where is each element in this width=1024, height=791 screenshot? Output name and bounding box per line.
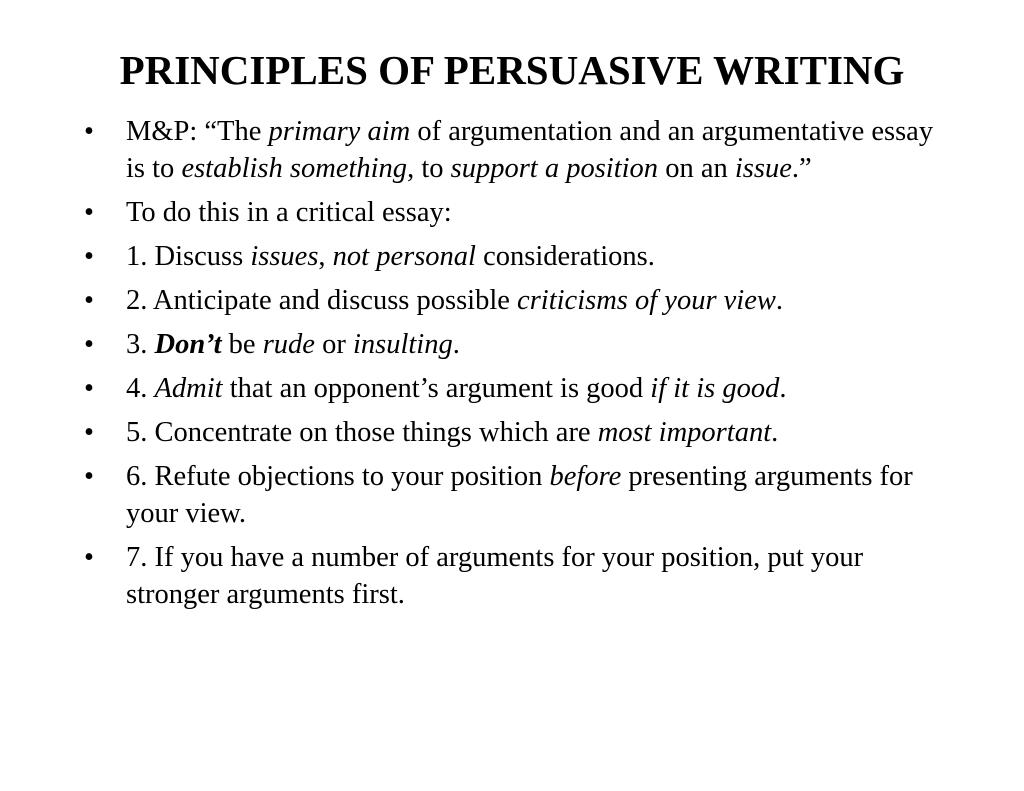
bullet-marker: •	[84, 116, 94, 147]
bullet-text-segment: .	[775, 285, 784, 316]
bullet-list	[84, 113, 944, 620]
bullet-marker: •	[84, 197, 94, 228]
bullet-item	[84, 458, 944, 532]
bullet-marker: •	[84, 241, 94, 272]
bullet-text-segment: issue	[734, 153, 792, 184]
bullet-item	[84, 326, 944, 363]
bullet-text-segment: .	[779, 373, 787, 404]
bullet-text-segment: Don’t	[154, 329, 222, 360]
bullet-text-segment: considerations.	[475, 241, 655, 272]
bullet-text-segment: , to	[407, 153, 451, 184]
bullet-text-segment: presenting arguments for your view.	[126, 461, 913, 529]
bullet-item	[84, 194, 944, 231]
bullet-marker: •	[84, 329, 94, 360]
bullet-marker: •	[84, 417, 94, 448]
bullet-text-segment: or	[314, 329, 353, 360]
bullet-item	[84, 282, 944, 319]
bullet-item	[84, 539, 944, 613]
bullet-text-segment: Admit	[154, 373, 223, 404]
bullet-text-segment: 7. If you have a number of arguments for your position, put your stronger arguments first.	[126, 542, 864, 610]
bullet-text-segment: of argumentation and an argumentative essay is to	[126, 116, 934, 184]
bullet-text-segment: primary aim	[268, 116, 411, 147]
bullet-text-segment: .”	[791, 153, 812, 184]
bullet-text-segment: support a position	[450, 153, 659, 184]
bullet-text-segment: 2. Anticipate and discuss possible	[126, 285, 518, 316]
bullet-text-segment: most important	[597, 417, 772, 448]
bullet-text-segment: before	[549, 461, 622, 492]
bullet-item	[84, 238, 944, 275]
bullet-text-segment: 1. Discuss	[126, 241, 251, 272]
bullet-text-segment: To do this in a critical essay:	[126, 197, 452, 228]
bullet-item	[84, 113, 944, 187]
bullet-text-segment: 3.	[126, 329, 155, 360]
bullet-text-segment: ,	[318, 241, 333, 272]
bullet-text-segment: that an opponent’s argument is good	[222, 373, 651, 404]
bullet-text-segment: insulting	[352, 329, 453, 360]
bullet-text-segment: .	[771, 417, 779, 448]
bullet-text-segment: on an	[658, 153, 735, 184]
bullet-text-segment: establish something	[181, 153, 408, 184]
bullet-text-segment: 5. Concentrate on those things which are	[126, 417, 598, 448]
bullet-marker: •	[84, 285, 94, 316]
bullet-text-segment: .	[452, 329, 460, 360]
bullet-text-segment: criticisms of your view	[517, 285, 776, 316]
bullet-marker: •	[84, 373, 94, 404]
bullet-text-segment: issues	[250, 241, 319, 272]
bullet-item	[84, 414, 944, 451]
bullet-text-segment: not personal	[332, 241, 476, 272]
bullet-text-segment: rude	[262, 329, 315, 360]
bullet-text-segment: M&P: “The	[126, 116, 269, 147]
bullet-marker: •	[84, 542, 94, 573]
bullet-item	[84, 370, 944, 407]
bullet-text-segment: be	[221, 329, 263, 360]
bullet-marker: •	[84, 461, 94, 492]
bullet-text-segment: 6. Refute objections to your position	[126, 461, 550, 492]
bullet-text-segment: if it is good	[650, 373, 780, 404]
slide-title: PRINCIPLES OF PERSUASIVE WRITING	[119, 47, 905, 93]
bullet-text-segment: 4.	[126, 373, 155, 404]
